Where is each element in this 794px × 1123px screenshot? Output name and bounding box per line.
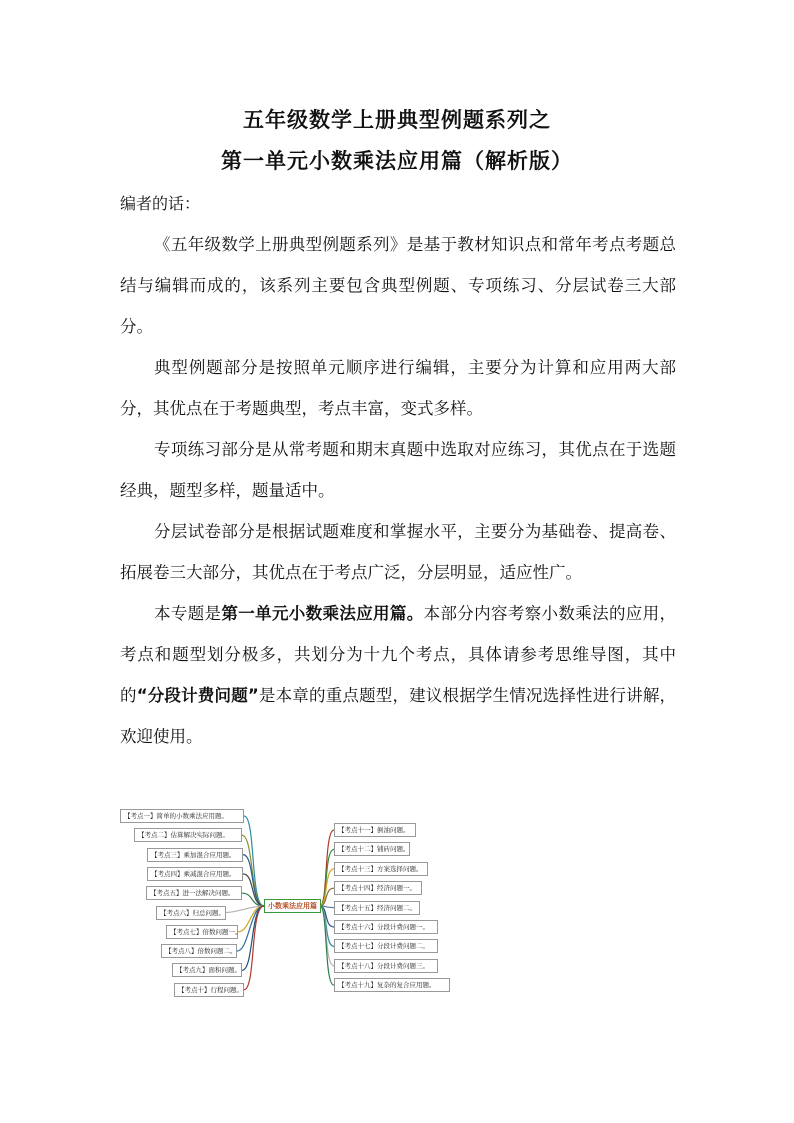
mind-map-left-node: 【考点三】乘加混合应用题。 — [147, 848, 243, 862]
mind-map-left-node: 【考点十】行程问题。 — [174, 983, 244, 997]
mind-map-connector-left — [242, 906, 264, 970]
paragraph-series-intro: 《五年级数学上册典型例题系列》是基于教材知识点和常年考点考题总结与编辑而成的，该系列主要包含典型例题、专项练习、分层试卷三大部分。 — [120, 235, 676, 336]
topic-title-bold: 第一单元小数乘法应用篇。 — [221, 604, 424, 623]
mind-map-left-node: 【考点六】归总问题。 — [156, 906, 226, 920]
mind-map-left-node: 【考点四】乘减混合应用题。 — [147, 867, 243, 881]
mind-map-right-node: 【考点十七】分段计费问题二。 — [334, 939, 438, 953]
topic-text-a: 本专题是 — [154, 604, 222, 623]
title-line-1: 五年级数学上册典型例题系列之 — [243, 108, 551, 132]
mind-map-left-node: 【考点二】估算解决实际问题。 — [134, 828, 242, 842]
mind-map-connector-left — [244, 906, 264, 990]
mind-map — [118, 803, 458, 1008]
mind-map-connector-left — [242, 835, 264, 906]
mind-map-right-node: 【考点十四】经济问题一。 — [334, 881, 422, 895]
title-line-2: 第一单元小数乘法应用篇（解析版） — [221, 149, 573, 173]
mind-map-left-node: 【考点九】面积问题。 — [172, 963, 242, 977]
mind-map-right-node: 【考点十八】分段计费问题三。 — [334, 959, 438, 973]
mind-map-right-node: 【考点十一】倒油问题。 — [334, 823, 416, 837]
paragraph-practice: 专项练习部分是从常考题和期末真题中选取对应练习，其优点在于选题经典，题型多样，题量适中。 — [120, 440, 676, 500]
mind-map-center-node: 小数乘法应用篇 — [264, 899, 321, 913]
mind-map-left-node: 【考点一】简单的小数乘法应用题。 — [120, 809, 244, 823]
mind-map-left-node: 【考点七】倍数问题一。 — [166, 925, 238, 939]
mind-map-left-node: 【考点八】倍数问题二。 — [161, 944, 237, 958]
mind-map-right-node: 【考点十五】经济问题二。 — [334, 901, 420, 915]
mind-map-right-node: 【考点十三】方案选择问题。 — [334, 862, 428, 876]
mind-map-right-node: 【考点十六】分段计费问题一。 — [334, 920, 438, 934]
mind-map-right-node: 【考点十九】复杂的复合应用题。 — [334, 978, 450, 992]
paragraph-tests: 分层试卷部分是根据试题难度和掌握水平，主要分为基础卷、提高卷、拓展卷三大部分，其优点在于考点广泛，分层明显，适应性广。 — [120, 522, 676, 582]
editor-label: 编者的话： — [120, 194, 201, 213]
paragraph-topic — [120, 593, 676, 757]
key-topic-bold: “分段计费问题” — [136, 686, 259, 705]
topic-text-e: 是本章的重点题型，建议根据学生情况选择性进行讲解，欢迎使用。 — [120, 686, 677, 746]
mind-map-right-node: 【考点十二】铺砖问题。 — [334, 842, 410, 856]
paragraph-examples: 典型例题部分是按照单元顺序进行编辑，主要分为计算和应用两大部分，其优点在于考题典型，考点丰富，变式多样。 — [120, 358, 676, 418]
topic-text-c: 本部分内容考察小数乘法的应用，考点和题型划分极多，共划分为十九个考点，具体请参考思维导图，其中的 — [120, 604, 677, 705]
mind-map-left-node: 【考点五】进一法解决问题。 — [146, 886, 242, 900]
